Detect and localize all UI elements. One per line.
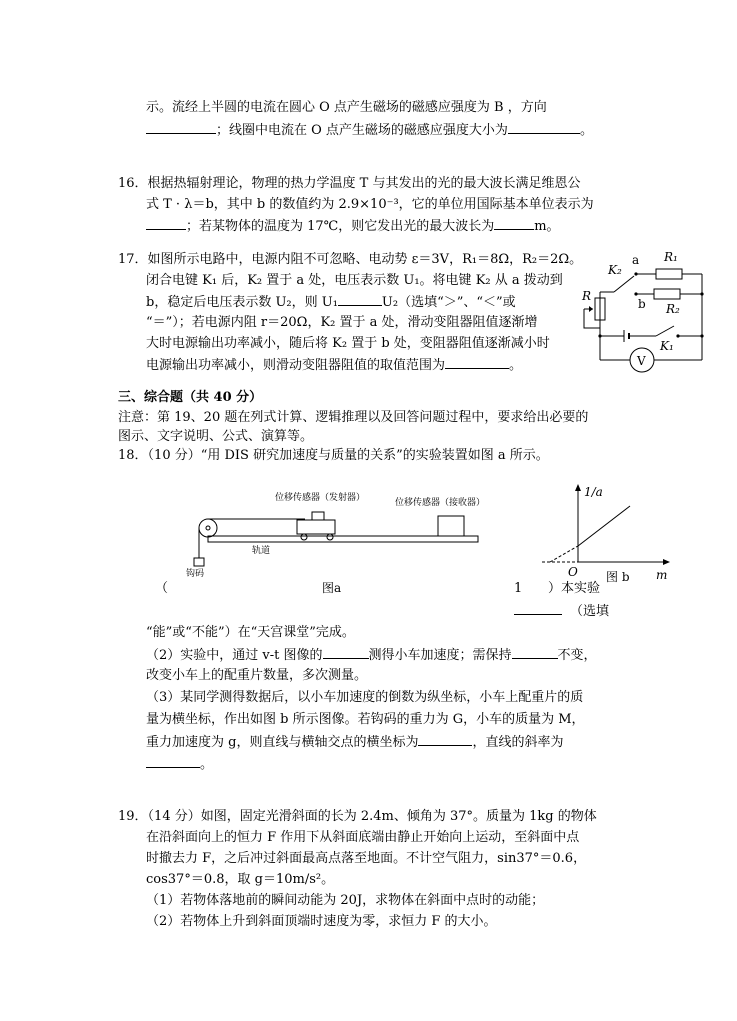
q18-p2-line1: （2）实验中，通过 v-t 图像的 测得小车加速度；需保持 不变，: [146, 648, 597, 663]
axis-x-label: m: [656, 568, 668, 582]
q16-line1: 16．根据热辐射理论，物理的热力学温度 T 与其发出的光的最大波长满足维恩公: [118, 176, 581, 191]
q18-p1-open: （: [155, 581, 169, 596]
section-note-2: 图示、文字说明、公式、演算等。: [118, 429, 314, 444]
axis-y-label: 1/a: [584, 485, 603, 499]
q17-line2: 闭合电键 K₁ 后，K₂ 置于 a 处，电压表示数 U₁。将电键 K₂ 从 a 拨动到: [146, 273, 563, 288]
answer-blank[interactable]: [146, 755, 200, 768]
q17-line3: b，稳定后电压表示数 U₂，则 U₁ U₂（选填“＞”、“＜”或: [146, 295, 516, 310]
figure-a-caption: 图a: [322, 581, 342, 595]
answer-blank[interactable]: [445, 356, 509, 369]
q17-line4: “＝”）；若电源内阻 r＝20Ω，K₂ 置于 a 处，滑动变阻器阻值逐渐增: [146, 315, 538, 330]
q18-p1-line2: （选填: [514, 602, 609, 620]
q17-line6: 电源输出功率减小，则滑动变阻器阻值的取值范围为 。: [146, 358, 523, 373]
track-label: 轨道: [252, 546, 271, 556]
label-a: a: [632, 253, 640, 267]
q19-line3: 时撤去力 F，之后冲过斜面最高点落至地面。不计空气阻力，sin37°＝0.6，: [146, 851, 587, 866]
answer-blank[interactable]: [146, 121, 216, 134]
emitter-label: 位移传感器（发射器）: [275, 493, 366, 503]
label-v: V: [637, 354, 646, 368]
q19-line1: 19．（14 分）如图，固定光滑斜面的长为 2.4m、倾角为 37°。质量为 1kg 的物体: [118, 809, 597, 824]
label-r: R: [582, 289, 592, 303]
answer-blank[interactable]: [494, 217, 534, 230]
q18-p3-line4: 。: [146, 755, 213, 773]
q18-p2-line2: 改变小车上的配重片数量，多次测量。: [146, 668, 368, 683]
q16-line3: ；若某物体的温度为 17℃，则它发出光的最大波长为 m。: [146, 217, 560, 235]
q19-sub1: （1）若物体落地前的瞬间动能为 20J，求物体在斜面中点时的动能；: [146, 893, 545, 908]
q18-figure-a: [180, 486, 490, 578]
q15-line2: ；线圈中电流在 O 点产生磁场的磁感应强度大小为 。: [146, 121, 593, 139]
label-b: b: [638, 297, 646, 311]
q18-p1-line3: “能”或“不能”）在“天宫课堂”完成。: [146, 625, 355, 640]
label-r1: R₁: [664, 250, 678, 264]
q18-p3-line3: 重力加速度为 g，则直线与横轴交点的横坐标为 ，直线的斜率为: [146, 735, 564, 750]
section-note-1: 注意：第 19、20 题在列式计算、逻辑推理以及回答问题过程中，要求给出必要的: [118, 410, 589, 425]
answer-blank[interactable]: [418, 733, 472, 746]
answer-blank[interactable]: [514, 602, 562, 615]
answer-blank[interactable]: [338, 293, 382, 306]
label-k1: K₁: [660, 339, 674, 353]
q16-line2: 式 T · λ＝b，其中 b 的数值约为 2.9×10⁻³，它的单位用国际基本单位表示为: [146, 197, 594, 212]
q17-line1: 17．如图所示电路中，电源内阻不可忽略、电动势 ε＝3V，R₁＝8Ω，R₂＝2Ω。: [118, 252, 583, 267]
q17-circuit-diagram: [578, 244, 718, 380]
q17-line5: 大时电源输出功率减小，随后将 K₂ 置于 b 处，变阻器阻值逐渐减小时: [146, 336, 550, 351]
origin-label: O: [568, 565, 578, 579]
answer-blank[interactable]: [146, 217, 186, 230]
q18-line1: 18．（10 分）“用 DIS 研究加速度与质量的关系”的实验装置如图 a 所示。: [118, 448, 549, 463]
q18-figure-b: [536, 480, 672, 582]
label-k2: K₂: [608, 263, 622, 277]
q19-line4: cos37°＝0.8，取 g＝10m/s²。: [146, 872, 335, 887]
answer-blank[interactable]: [508, 121, 580, 134]
receiver-label: 位移传感器（接收器）: [395, 498, 486, 508]
q18-p3-line1: （3）某同学测得数据后，以小车加速度的倒数为纵坐标，小车上配重片的质: [146, 690, 584, 705]
q19-sub2: （2）若物体上升到斜面顶端时速度为零，求恒力 F 的大小。: [146, 914, 497, 929]
answer-blank[interactable]: [512, 646, 558, 659]
label-r2: R₂: [666, 302, 680, 316]
weight-label: 钩码: [186, 569, 205, 578]
q19-line2: 在沿斜面向上的恒力 F 作用下从斜面底端由静止开始向上运动，至斜面中点: [146, 830, 580, 845]
q18-p1-text: ）本实验: [548, 581, 601, 596]
section-heading: 三、综合题（共 40 分）: [118, 390, 263, 405]
q15-line1: 示。流经上半圆的电流在圆心 O 点产生磁场的磁感应强度为 B ，方向: [146, 100, 547, 115]
q18-p3-line2: 量为横坐标，作出如图 b 所示图像。若钩码的重力为 G，小车的质量为 M，: [146, 712, 585, 727]
answer-blank[interactable]: [323, 646, 369, 659]
figure-b-caption: 图 b: [606, 570, 630, 584]
q18-p1-num: 1: [514, 581, 523, 596]
